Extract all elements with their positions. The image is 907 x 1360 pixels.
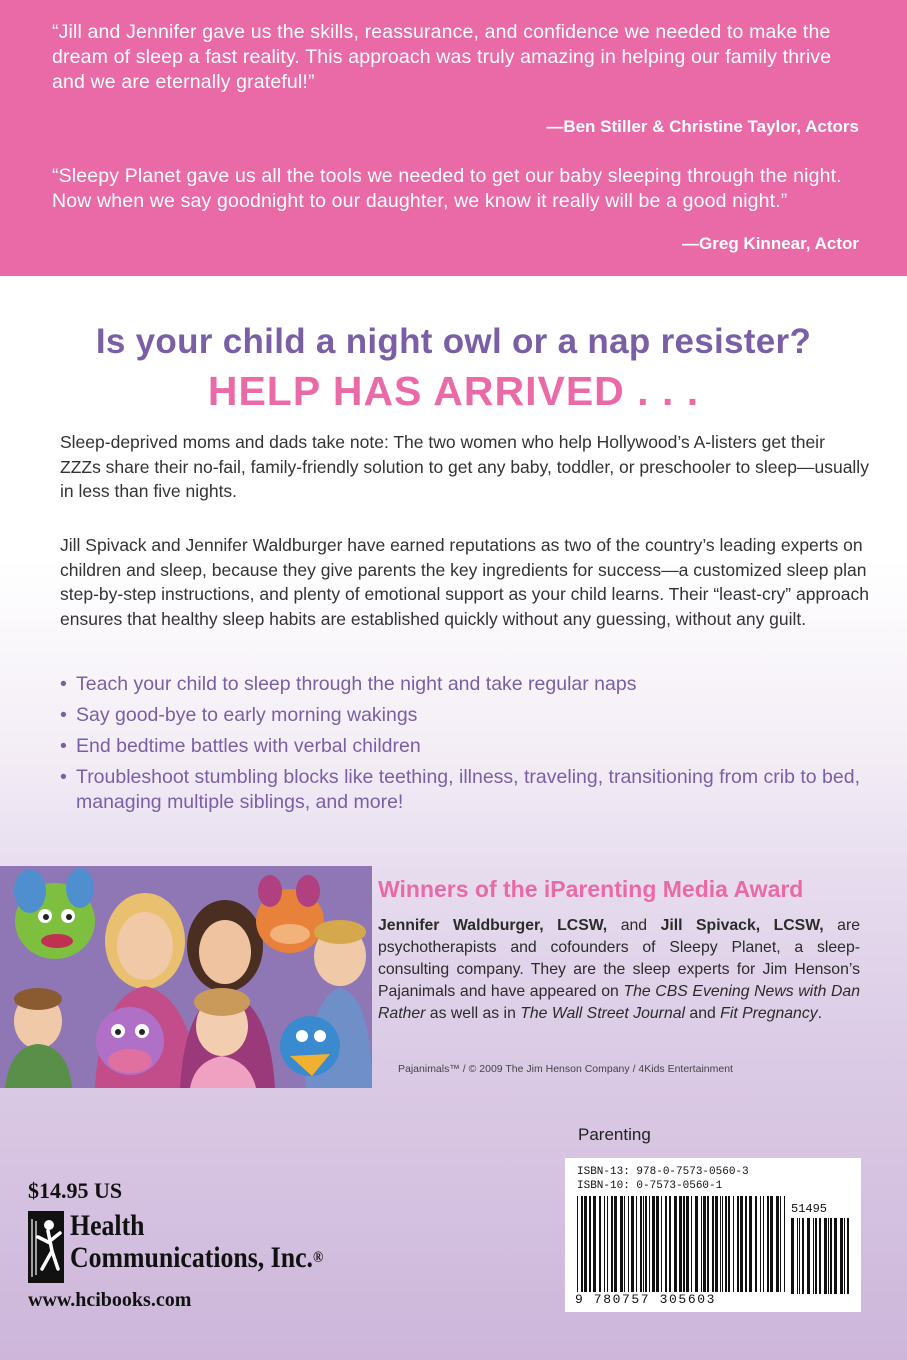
ean-barcode-bars [577,1196,787,1292]
bullet-icon: • [60,704,67,726]
barcode-bar [767,1196,769,1292]
benefit-item: • End bedtime battles with verbal children [60,735,421,757]
benefit-item: • Say good-bye to early morning wakings [60,704,418,726]
barcode-bar [760,1196,761,1292]
publisher-website: www.hcibooks.com [28,1289,192,1311]
barcode-bar [620,1196,623,1292]
barcode-bar [589,1196,591,1292]
author-photo-illustration [0,866,372,1088]
barcode-bar [797,1218,798,1294]
barcode-bar [712,1196,714,1292]
barcode-bar [611,1196,613,1292]
bullet-icon: • [60,673,67,695]
subhead: HELP HAS ARRIVED . . . [207,368,700,414]
benefit-item: • Troubleshoot stumbling blocks like teething, illness, traveling, transitioning from crib to bed, managing multiple siblings, and more! [60,766,860,813]
barcode-bar [844,1218,845,1294]
barcode-bar [649,1196,650,1292]
barcode-bar [691,1196,692,1292]
isbn-13: ISBN-13: 978-0-7573-0560-3 [577,1166,749,1178]
barcode-bar [665,1196,667,1292]
barcode-bar [701,1196,702,1292]
barcode-bar [584,1196,587,1292]
barcode-bar [577,1196,578,1292]
barcode-bar [745,1196,747,1292]
barcode-bar [628,1196,629,1292]
barcode-bar [830,1218,832,1294]
barcode-bar [755,1196,757,1292]
addon-barcode-bars [791,1218,853,1294]
award-title: Winners of the iParenting Media Award [378,876,804,902]
category-label: Parenting [578,1125,651,1144]
author-bio: Jennifer Waldburger, LCSW, and Jill Spivack, LCSW, are psychotherapists and cofounders of Sleepy Planet, a sleep-consulting company. They are the sleep experts for Jim Henson’s Pajanimals and have appeared on The CBS Evening News with Dan Rather as well as in The Wall Street Journal and Fit Pregnancy. [378,917,860,1022]
barcode [565,1158,861,1312]
barcode-bar [643,1196,644,1292]
barcode-bar [763,1196,764,1292]
barcode-bar [661,1196,662,1292]
headline: Is your child a night owl or a nap resister? [95,322,812,361]
barcode-bar [614,1196,617,1292]
barcode-bar [715,1196,718,1292]
barcode-bar [703,1196,706,1292]
barcode-bar [607,1196,608,1292]
barcode-bar [679,1196,682,1292]
barcode-bar [824,1218,827,1294]
testimonial-quote-2: “Sleepy Planet gave us all the tools we needed to get our baby sleeping through the night. Now when we say goodnight to our daughter, we know it really will be a good night.” [52,165,842,212]
barcode-bar [770,1196,773,1292]
barcode-bar [819,1218,821,1294]
barcode-bar [593,1196,596,1292]
testimonial-attribution-1: —Ben Stiller & Christine Taylor, Actors [546,117,859,136]
barcode-bar [722,1196,723,1292]
barcode-bar [720,1196,721,1292]
barcode-bar [645,1196,647,1292]
benefit-item: • Teach your child to sleep through the night and take regular naps [60,673,637,695]
benefit-list [60,672,880,821]
barcode-bar [813,1218,814,1294]
barcode-bar [737,1196,739,1292]
bullet-icon: • [60,735,67,757]
barcode-bar [807,1218,810,1294]
barcode-bar [828,1218,829,1294]
barcode-bar [652,1196,655,1292]
barcode-bar [624,1196,625,1292]
barcode-bar [631,1196,634,1292]
bullet-icon: • [60,766,67,788]
price: $14.95 US [28,1178,123,1203]
testimonial-attribution-2: —Greg Kinnear, Actor [682,234,859,253]
description-paragraph-1: Sleep-deprived moms and dads take note: The two women who help Hollywood’s A-listers get their ZZZs share their no-fail, family-friendly solution to get any baby, toddler, or preschooler to sleep—usually in less than five nights. [60,432,869,501]
photo-credit: Pajanimals™ / © 2009 The Jim Henson Company / 4Kids Entertainment [398,1063,733,1075]
barcode-bar [604,1196,605,1292]
barcode-bar [840,1218,843,1294]
barcode-bar [780,1196,781,1292]
author-photo [0,866,372,1088]
description-paragraph-2: Jill Spivack and Jennifer Waldburger have earned reputations as two of the country’s leading experts on children and sleep, because they give parents the key ingredients for success—a customized sleep plan step-by-step instructions, and plenty of emotional support as your child learns. Their “least-cry” approach ensures that healthy sleep habits are established quickly without any guessing, without any guilt. [60,535,869,629]
barcode-bar [686,1196,689,1292]
barcode-bar [784,1196,785,1292]
barcode-bar [733,1196,734,1292]
barcode-bar [802,1218,804,1294]
registered-mark: ® [312,1249,324,1266]
barcode-bar [847,1218,849,1294]
isbn-10: ISBN-10: 0-7573-0560-1 [577,1180,723,1192]
barcode-bar [725,1196,727,1292]
figure-reaching-icon [28,1211,64,1283]
barcode-bar [683,1196,685,1292]
barcode-bar [740,1196,743,1292]
ean-digits: 9 780757 305603 [575,1292,717,1307]
barcode-bar [636,1196,637,1292]
testimonial-band [0,0,907,276]
barcode-bar [815,1218,817,1294]
barcode-bar [707,1196,709,1292]
publisher-name: Health Communications, Inc.® [70,1209,324,1274]
barcode-bar [640,1196,642,1292]
barcode-bar [791,1218,794,1294]
barcode-bar [656,1196,659,1292]
barcode-bar [728,1196,730,1292]
barcode-bar [749,1196,752,1292]
barcode-bar [695,1196,698,1292]
barcode-bar [669,1196,671,1292]
barcode-bar [599,1196,601,1292]
barcode-bar [674,1196,677,1292]
barcode-bar [834,1218,837,1294]
barcode-bar [799,1218,800,1294]
price-code: 51495 [791,1202,828,1216]
barcode-bar [581,1196,583,1292]
barcode-bar [776,1196,779,1292]
testimonial-quote-1: “Jill and Jennifer gave us the skills, reassurance, and confidence we needed to make the dream of sleep a fast reality. This approach was truly amazing in helping our family thrive and we are eternally grateful!” [52,21,832,93]
